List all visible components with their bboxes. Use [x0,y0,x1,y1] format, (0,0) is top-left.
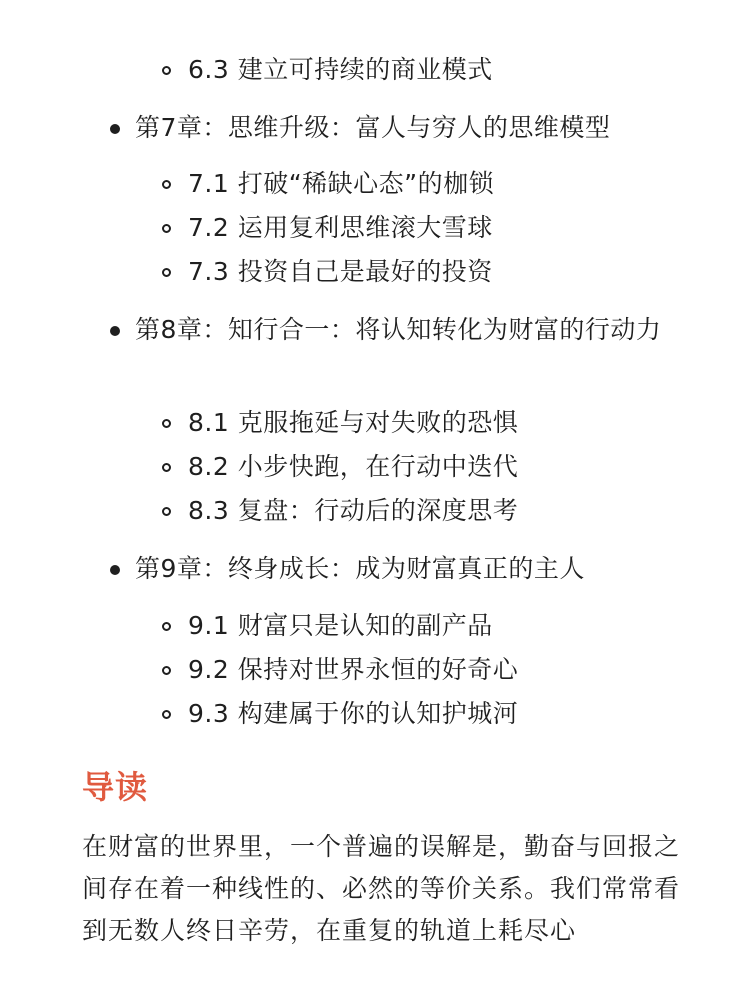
bullet-icon [110,124,120,134]
intro-paragraph: 在财富的世界里，一个普遍的误解是，勤奋与回报之间存在着一种线性的、必然的等价关系。我们常常看到无数人终日辛劳，在重复的轨道上耗尽心 [82,832,681,945]
toc-subsection-label: 7.1 打破“稀缺心态”的枷锁 [188,169,495,198]
toc-subsection-label: 9.1 财富只是认知的副产品 [188,611,493,640]
toc-subsection-label: 7.3 投资自己是最好的投资 [188,257,493,286]
hollow-bullet-icon [162,268,171,277]
hollow-bullet-icon [162,710,171,719]
toc-subsection-8-2[interactable] [0,447,750,487]
toc-subsection-9-3[interactable] [0,694,750,734]
toc-subsection-9-1[interactable] [0,606,750,646]
hollow-bullet-icon [162,419,171,428]
toc-subsection-6-3[interactable] [0,50,750,90]
toc-subsection-label: 8.3 复盘：行动后的深度思考 [188,496,519,525]
toc-chapter-title: 第9章：终身成长：成为财富真正的主人 [135,554,585,583]
toc-chapter-title: 第7章：思维升级：富人与穷人的思维模型 [135,113,611,142]
toc-subsection-label: 7.2 运用复利思维滚大雪球 [188,213,493,242]
bullet-icon [110,326,120,336]
toc-subsection-9-2[interactable] [0,650,750,690]
toc-subsection-label: 6.3 建立可持续的商业模式 [188,55,493,84]
hollow-bullet-icon [162,180,171,189]
toc-subsection-label: 8.2 小步快跑，在行动中迭代 [188,452,519,481]
toc-subsection-7-1[interactable] [0,164,750,204]
hollow-bullet-icon [162,463,171,472]
toc-subsection-label: 8.1 克服拖延与对失败的恐惧 [188,408,519,437]
hollow-bullet-icon [162,224,171,233]
hollow-bullet-icon [162,666,171,675]
hollow-bullet-icon [162,66,171,75]
toc-chapter-title: 第8章：知行合一：将认知转化为财富的行动力 [135,315,662,344]
toc-subsection-8-3[interactable] [0,491,750,531]
intro-heading: 导读 [82,768,149,806]
toc-subsection-label: 9.2 保持对世界永恒的好奇心 [188,655,519,684]
toc-subsection-8-1[interactable] [0,403,750,443]
bullet-icon [110,565,120,575]
toc-subsection-label: 9.3 构建属于你的认知护城河 [188,699,519,728]
toc-subsection-7-3[interactable] [0,252,750,292]
hollow-bullet-icon [162,622,171,631]
toc-subsection-7-2[interactable] [0,208,750,248]
hollow-bullet-icon [162,507,171,516]
